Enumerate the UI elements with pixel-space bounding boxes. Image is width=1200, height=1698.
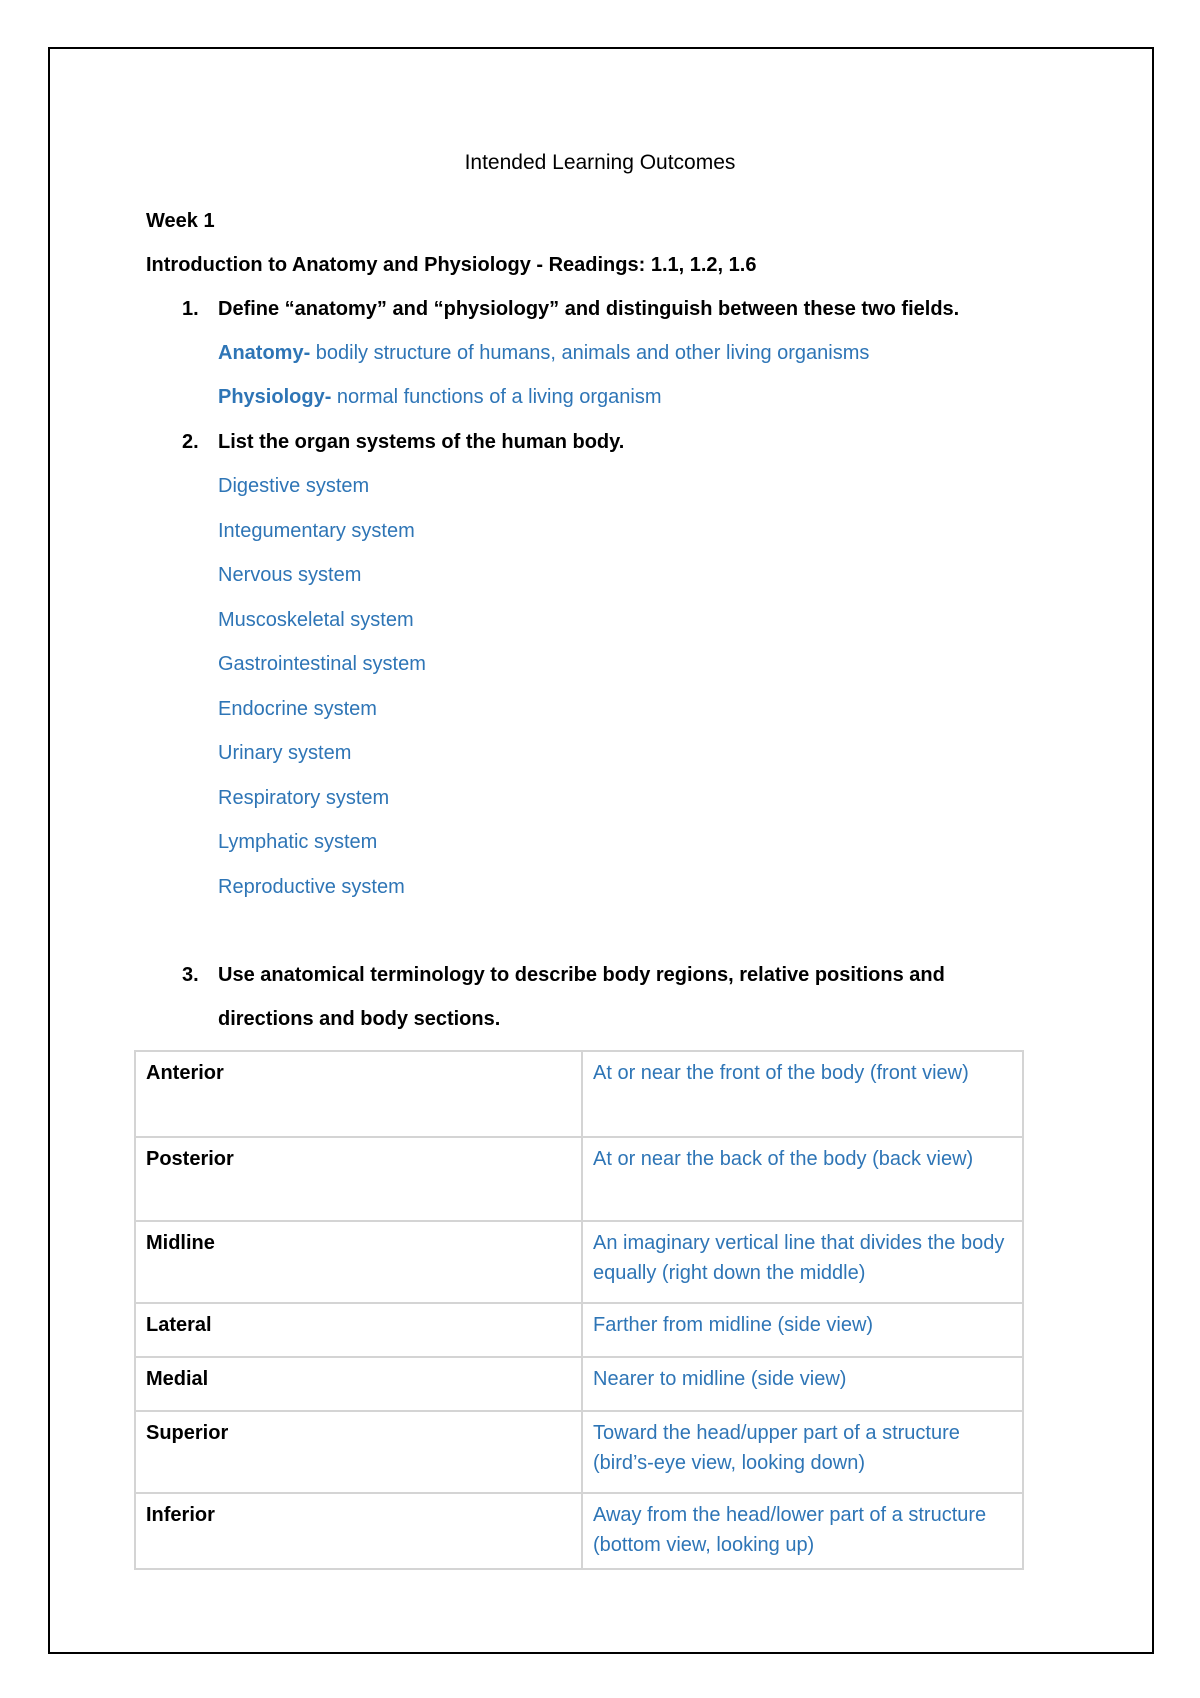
- outcome-text: List the organ systems of the human body.: [218, 431, 625, 453]
- answer-term: Anatomy-: [218, 342, 311, 364]
- answer-physiology: [218, 384, 662, 410]
- terminology-table: [134, 1050, 1024, 1570]
- term-cell: Superior: [135, 1411, 582, 1493]
- section-heading: Introduction to Anatomy and Physiology - Readings: 1.1, 1.2, 1.6: [146, 254, 757, 276]
- page-title: Intended Learning Outcomes: [464, 151, 736, 174]
- week-heading: Week 1: [146, 210, 215, 232]
- table-row: [135, 1357, 1023, 1411]
- system-item: Integumentary system: [218, 520, 415, 542]
- answer-anatomy: [218, 340, 869, 366]
- definition-cell: At or near the front of the body (front view): [582, 1051, 1023, 1137]
- term-cell: Medial: [135, 1357, 582, 1411]
- definition-cell: Away from the head/lower part of a structure (bottom view, looking up): [582, 1493, 1023, 1569]
- table-row: [135, 1051, 1023, 1137]
- definition-cell: Nearer to midline (side view): [582, 1357, 1023, 1411]
- term-cell: Inferior: [135, 1493, 582, 1569]
- system-item: Nervous system: [218, 564, 362, 586]
- system-item: Digestive system: [218, 475, 370, 497]
- answer-definition: normal functions of a living organism: [331, 386, 662, 408]
- definition-cell: An imaginary vertical line that divides the body equally (right down the middle): [582, 1221, 1023, 1303]
- table-row: [135, 1303, 1023, 1357]
- definition-cell: Toward the head/upper part of a structure (bird’s-eye view, looking down): [582, 1411, 1023, 1493]
- system-item: Endocrine system: [218, 698, 377, 720]
- system-item: Respiratory system: [218, 787, 390, 809]
- table-row: [135, 1411, 1023, 1493]
- term-cell: Posterior: [135, 1137, 582, 1221]
- system-item: Urinary system: [218, 742, 352, 764]
- definition-cell: Farther from midline (side view): [582, 1303, 1023, 1357]
- term-cell: Anterior: [135, 1051, 582, 1137]
- outcome-1: [182, 296, 959, 322]
- table-row: [135, 1137, 1023, 1221]
- table-row: [135, 1493, 1023, 1569]
- system-item: Gastrointestinal system: [218, 653, 426, 675]
- table-row: [135, 1221, 1023, 1303]
- definition-cell: At or near the back of the body (back view): [582, 1137, 1023, 1221]
- outcome-number: 3.: [182, 964, 199, 986]
- term-cell: Midline: [135, 1221, 582, 1303]
- system-item: Reproductive system: [218, 876, 405, 898]
- answer-term: Physiology-: [218, 386, 332, 408]
- outcome-2: [182, 429, 624, 455]
- outcome-text: Define “anatomy” and “physiology” and distinguish between these two fields.: [218, 298, 960, 320]
- system-item: Lymphatic system: [218, 831, 378, 853]
- system-item: Muscoskeletal system: [218, 609, 414, 631]
- answer-definition: bodily structure of humans, animals and other living organisms: [310, 342, 870, 364]
- outcome-number: 2.: [182, 431, 199, 453]
- outcome-3: [182, 962, 945, 988]
- outcome-3-continued: directions and body sections.: [218, 1008, 501, 1030]
- outcome-text: Use anatomical terminology to describe body regions, relative positions and: [218, 964, 945, 986]
- outcome-number: 1.: [182, 298, 199, 320]
- term-cell: Lateral: [135, 1303, 582, 1357]
